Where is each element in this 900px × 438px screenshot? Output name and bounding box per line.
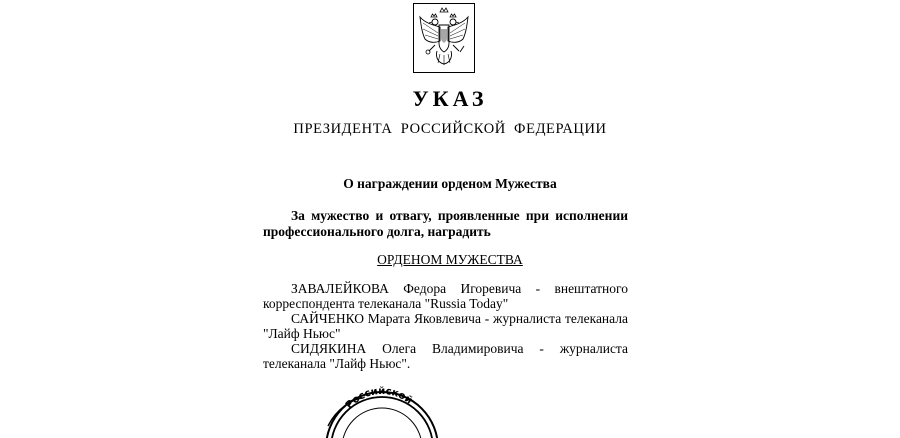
awardee-list <box>263 281 628 371</box>
stamp-text: Российской <box>343 385 415 412</box>
coat-of-arms-icon <box>413 3 475 73</box>
awardee-item: ЗАВАЛЕЙКОВА Федора Игоревича - внештатного корреспондента телеканала "Russia Today" <box>263 281 628 311</box>
official-stamp <box>322 378 442 438</box>
order-name: ОРДЕНОМ МУЖЕСТВА <box>377 252 523 267</box>
awardee-item: СИДЯКИНА Олега Владимировича - журналиста телеканала "Лайф Ньюс". <box>263 341 628 371</box>
awardee-item: САЙЧЕНКО Марата Яковлевича - журналиста телеканала "Лайф Ньюс" <box>263 311 628 341</box>
decree-intro: За мужество и отвагу, проявленные при исполнении профессионального долга, наградить <box>263 208 628 239</box>
svg-text:Российской <box>344 386 414 411</box>
document-subtitle: ПРЕЗИДЕНТА РОССИЙСКОЙ ФЕДЕРАЦИИ <box>293 121 607 137</box>
document-title: УКАЗ <box>412 86 488 111</box>
decree-heading: О награждении орденом Мужества <box>343 176 557 191</box>
